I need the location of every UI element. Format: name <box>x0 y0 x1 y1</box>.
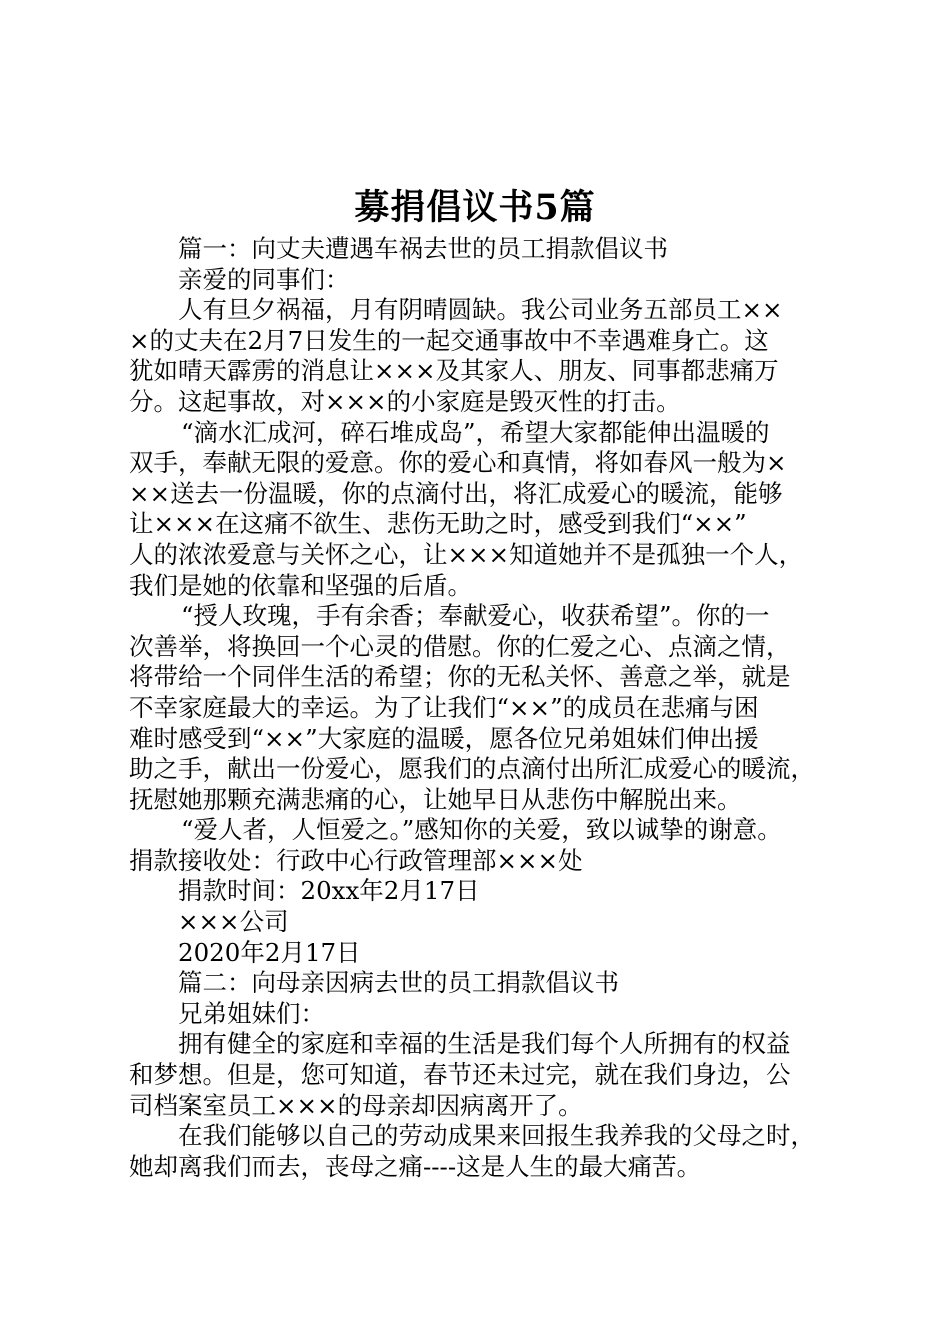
text-line: 2020年2月17日 <box>178 937 361 967</box>
text-line: 篇一：向丈夫遭遇车祸去世的员工捐款倡议书 <box>178 234 668 263</box>
document-body <box>129 234 849 1182</box>
text-line: 次善举，将换回一个心灵的借慰。你的仁爱之心、点滴之情， <box>129 631 791 661</box>
text-line: ×××公司 <box>178 907 289 937</box>
text-line: 捐款时间：20xx年2月17日 <box>178 876 480 906</box>
text-line: 不幸家庭最大的幸运。为了让我们“××”的成员在悲痛与困 <box>129 692 759 722</box>
text-line: 让×××在这痛不欲生、悲伤无助之时，感受到我们“××” <box>129 509 747 539</box>
text-line: 拥有健全的家庭和幸福的生活是我们每个人所拥有的权益 <box>178 1029 791 1059</box>
text-line: ×的丈夫在2月7日发生的一起交通事故中不幸遇难身亡。这 <box>129 325 769 355</box>
text-line: 兄弟姐妹们： <box>178 998 325 1028</box>
text-line: 我们是她的依靠和坚强的后盾。 <box>129 570 472 600</box>
text-line: 篇二：向母亲因病去世的员工捐款倡议书 <box>178 968 619 998</box>
text-line: 司档案室员工×××的母亲却因病离开了。 <box>129 1090 583 1120</box>
text-line: “授人玫瑰，手有余香；奉献爱心，收获希望”。你的一 <box>181 601 770 631</box>
text-line: 她却离我们而去，丧母之痛----这是人生的最大痛苦。 <box>129 1151 702 1181</box>
text-line: 人有旦夕祸福，月有阴晴圆缺。我公司业务五部员工×× <box>178 295 783 325</box>
text-line: 双手，奉献无限的爱意。你的爱心和真情，将如春风一般为× <box>129 448 787 478</box>
text-line: 抚慰她那颗充满悲痛的心，让她早日从悲伤中解脱出来。 <box>129 784 742 814</box>
text-line: 分。这起事故，对×××的小家庭是毁灭性的打击。 <box>129 386 681 416</box>
text-line: 将带给一个同伴生活的希望；你的无私关怀、善意之举，就是 <box>129 662 791 692</box>
text-line: 助之手，献出一份爱心，愿我们的点滴付出所汇成爱心的暖流， <box>129 754 815 784</box>
text-line: “滴水汇成河，碎石堆成岛”，希望大家都能伸出温暖的 <box>181 417 770 447</box>
text-line: 难时感受到“××”大家庭的温暖，愿各位兄弟姐妹们伸出援 <box>129 723 759 753</box>
text-line: 捐款接收处：行政中心行政管理部×××处 <box>129 845 583 875</box>
text-line: “爱人者，人恒爱之。”感知你的关爱，致以诚挚的谢意。 <box>181 815 782 845</box>
text-line: 犹如晴天霹雳的消息让×××及其家人、朋友、同事都悲痛万 <box>129 356 779 386</box>
text-line: 在我们能够以自己的劳动成果来回报生我养我的父母之时， <box>178 1121 815 1151</box>
text-line: 和梦想。但是，您可知道，春节还未过完，就在我们身边，公 <box>129 1060 791 1090</box>
text-line: ××送去一份温暖，你的点滴付出，将汇成爱心的暖流，能够 <box>129 478 783 508</box>
text-line: 亲爱的同事们： <box>178 264 350 294</box>
text-line: 人的浓浓爱意与关怀之心，让×××知道她并不是孤独一个人， <box>129 539 804 569</box>
document-title: 募捐倡议书5篇 <box>354 187 596 228</box>
